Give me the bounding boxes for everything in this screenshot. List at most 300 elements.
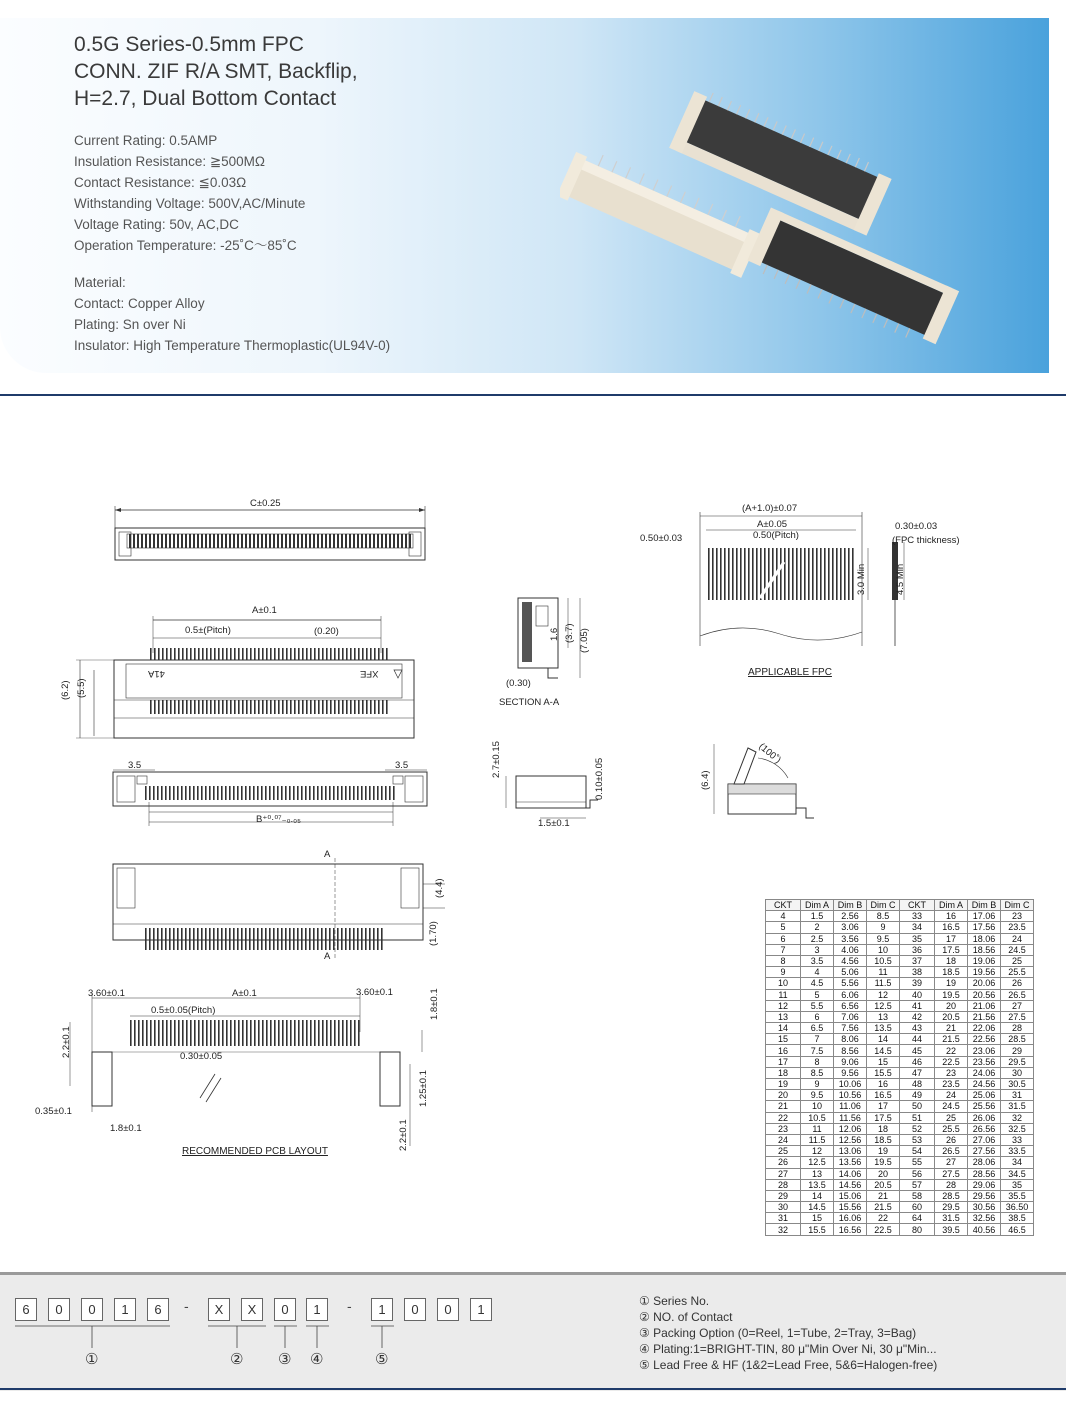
- table-cell: 24.5: [935, 1101, 968, 1112]
- legend-item: ③ Packing Option (0=Reel, 1=Tube, 2=Tray, 3=Bag): [639, 1326, 917, 1340]
- pn-marker-1: ①: [85, 1351, 99, 1368]
- pcb-dim-22: 2.2±0.1: [61, 1026, 72, 1058]
- table-cell: 4.06: [834, 944, 867, 955]
- table-cell: 16.5: [935, 922, 968, 933]
- table-cell: 11.5: [801, 1134, 834, 1145]
- table-cell: 19: [867, 1146, 900, 1157]
- table-cell: 7: [801, 1034, 834, 1045]
- table-cell: 17: [935, 933, 968, 944]
- table-row: [766, 944, 1034, 955]
- table-cell: 18.5: [867, 1134, 900, 1145]
- table-cell: 54: [900, 1146, 935, 1157]
- dim-010: 0.10±0.05: [594, 757, 605, 800]
- table-cell: 16.56: [834, 1224, 867, 1235]
- table-cell: 13: [867, 1011, 900, 1022]
- label-41a: 41A: [148, 668, 165, 679]
- pn-digit: X: [241, 1298, 263, 1321]
- table-cell: 56: [900, 1168, 935, 1179]
- pcb-dim-030: 0.30±0.05: [180, 1051, 223, 1062]
- table-row: [766, 978, 1034, 989]
- table-cell: 23.5: [935, 1079, 968, 1090]
- table-cell: 26: [766, 1157, 801, 1168]
- table-cell: 22: [766, 1112, 801, 1123]
- table-cell: 10.56: [834, 1090, 867, 1101]
- dim-27: 2.7±0.15: [491, 741, 502, 778]
- table-cell: 21: [867, 1190, 900, 1201]
- table-cell: 21.5: [935, 1034, 968, 1045]
- table-cell: 6.06: [834, 989, 867, 1000]
- table-cell: 19.06: [968, 955, 1001, 966]
- table-cell: 18.56: [968, 944, 1001, 955]
- table-cell: 45: [900, 1045, 935, 1056]
- pn-digit: 0: [437, 1298, 459, 1321]
- table-cell: 51: [900, 1112, 935, 1123]
- dim-c: C±0.25: [250, 498, 281, 509]
- table-row: [766, 1101, 1034, 1112]
- pn-digit: 1: [114, 1298, 136, 1321]
- table-cell: 31: [766, 1213, 801, 1224]
- table-cell: 24.56: [968, 1079, 1001, 1090]
- dim-55: (5.5): [76, 678, 87, 698]
- table-cell: 33.5: [1001, 1146, 1034, 1157]
- table-cell: 14.06: [834, 1168, 867, 1179]
- table-cell: 3.56: [834, 933, 867, 944]
- fpc-dim-pitch: 0.50(Pitch): [753, 530, 799, 541]
- table-cell: 13: [801, 1168, 834, 1179]
- table-cell: 15: [801, 1213, 834, 1224]
- fpc-dim-30: 3.0 Min: [856, 563, 867, 595]
- table-cell: 12: [766, 1000, 801, 1011]
- table-row: [766, 1090, 1034, 1101]
- table-cell: 28.5: [935, 1190, 968, 1201]
- table-cell: 39: [900, 978, 935, 989]
- pn-digit: 1: [470, 1298, 492, 1321]
- table-cell: 15.06: [834, 1190, 867, 1201]
- table-cell: 17.5: [867, 1112, 900, 1123]
- table-row: [766, 955, 1034, 966]
- table-row: [766, 1034, 1034, 1045]
- spec-list: [74, 130, 305, 256]
- table-cell: 19: [766, 1079, 801, 1090]
- table-cell: 48: [900, 1079, 935, 1090]
- table-row: [766, 1000, 1034, 1011]
- table-cell: 28.56: [968, 1168, 1001, 1179]
- dim-170: (1.70): [428, 921, 439, 946]
- table-cell: 15.5: [867, 1067, 900, 1078]
- table-cell: 1.5: [801, 911, 834, 922]
- side-view-drawing: [105, 848, 450, 966]
- pcb-dim-22b: 2.2±0.1: [398, 1119, 409, 1151]
- dim-angle: (100˚): [756, 741, 783, 766]
- table-cell: 13.56: [834, 1157, 867, 1168]
- table-cell: 34: [1001, 1157, 1034, 1168]
- table-cell: 32.56: [968, 1213, 1001, 1224]
- table-cell: 10.5: [867, 955, 900, 966]
- table-cell: 5.5: [801, 1000, 834, 1011]
- table-cell: 29: [766, 1190, 801, 1201]
- table-cell: 12.5: [801, 1157, 834, 1168]
- legend-item: ① Series No.: [639, 1294, 710, 1308]
- table-cell: 21.06: [968, 1000, 1001, 1011]
- table-cell: 11: [867, 967, 900, 978]
- pcb-layout-title: RECOMMENDED PCB LAYOUT: [182, 1146, 328, 1157]
- table-cell: 24.06: [968, 1067, 1001, 1078]
- fpc-dim-45: 4.5 Min: [895, 563, 906, 595]
- table-cell: 4.56: [834, 955, 867, 966]
- table-cell: 16: [867, 1079, 900, 1090]
- table-cell: 35: [1001, 1179, 1034, 1190]
- table-cell: 27.06: [968, 1134, 1001, 1145]
- table-cell: 6.5: [801, 1023, 834, 1034]
- table-cell: 4: [766, 911, 801, 922]
- spec-contact-resistance: Contact Resistance: ≦0.03Ω: [74, 175, 247, 190]
- table-cell: 5: [801, 989, 834, 1000]
- table-cell: 10.06: [834, 1079, 867, 1090]
- pn-marker-3: ③: [278, 1351, 292, 1368]
- pn-digit: 0: [274, 1298, 296, 1321]
- pn-digit: 0: [48, 1298, 70, 1321]
- table-row: [766, 1157, 1034, 1168]
- table-cell: 55: [900, 1157, 935, 1168]
- pcb-dim-pitch: 0.5±0.05(Pitch): [151, 1005, 216, 1016]
- pn-digit: X: [208, 1298, 230, 1321]
- legend-item: ② NO. of Contact: [639, 1310, 733, 1324]
- table-cell: 9.5: [801, 1090, 834, 1101]
- table-cell: 60: [900, 1202, 935, 1213]
- table-cell: 34.5: [1001, 1168, 1034, 1179]
- table-cell: 8.56: [834, 1045, 867, 1056]
- spec-current: Current Rating: 0.5AMP: [74, 133, 218, 148]
- table-cell: 6.56: [834, 1000, 867, 1011]
- table-cell: 4: [801, 967, 834, 978]
- table-cell: 25.5: [1001, 967, 1034, 978]
- table-cell: 16: [935, 911, 968, 922]
- table-row: [766, 1134, 1034, 1145]
- table-cell: 11: [801, 1123, 834, 1134]
- table-cell: 15: [867, 1056, 900, 1067]
- table-cell: 32: [766, 1224, 801, 1235]
- table-cell: 40.56: [968, 1224, 1001, 1235]
- table-cell: 21.5: [867, 1202, 900, 1213]
- sec-dim-705: (7.05): [579, 628, 590, 653]
- pn-marker-5: ⑤: [375, 1351, 389, 1368]
- table-cell: 37: [900, 955, 935, 966]
- table-cell: 22.56: [968, 1034, 1001, 1045]
- pn-marker-4: ④: [310, 1351, 324, 1368]
- section-marker-bottom: A: [324, 951, 331, 962]
- table-cell: 17: [766, 1056, 801, 1067]
- product-title: 0.5G Series-0.5mm FPC CONN. ZIF R/A SMT, Backflip, H=2.7, Dual Bottom Contact: [74, 33, 358, 110]
- table-cell: 8.5: [801, 1067, 834, 1078]
- pn-dash: -: [347, 1298, 352, 1314]
- dim-35-right: 3.5: [395, 760, 409, 771]
- table-cell: 14.5: [867, 1045, 900, 1056]
- dimension-table: [765, 899, 1034, 1236]
- table-cell: 7: [766, 944, 801, 955]
- table-cell: 38: [900, 967, 935, 978]
- dim-a-top: A±0.1: [252, 605, 277, 616]
- table-row: [766, 1011, 1034, 1022]
- table-cell: 3.5: [801, 955, 834, 966]
- table-cell: 31.5: [1001, 1101, 1034, 1112]
- table-header-row: CKT Dim A Dim B Dim C CKT Dim A Dim B Dim C: [766, 900, 1034, 911]
- pn-digit: 1: [371, 1298, 393, 1321]
- table-cell: 28: [935, 1179, 968, 1190]
- table-cell: 33: [900, 911, 935, 922]
- fpc-dim-a1: (A+1.0)±0.07: [742, 503, 798, 514]
- table-cell: 25: [1001, 955, 1034, 966]
- table-cell: 17.5: [935, 944, 968, 955]
- table-cell: 27: [766, 1168, 801, 1179]
- table-row: [766, 922, 1034, 933]
- table-row: [766, 1202, 1034, 1213]
- table-row: [766, 1023, 1034, 1034]
- table-cell: 35.5: [1001, 1190, 1034, 1201]
- table-cell: 23.56: [968, 1056, 1001, 1067]
- table-cell: 11.56: [834, 1112, 867, 1123]
- table-cell: 15.56: [834, 1202, 867, 1213]
- section-marker-top: A: [324, 849, 331, 860]
- table-cell: 32.5: [1001, 1123, 1034, 1134]
- table-cell: 28: [766, 1179, 801, 1190]
- table-cell: 24: [935, 1090, 968, 1101]
- table-cell: 28.06: [968, 1157, 1001, 1168]
- table-cell: 44: [900, 1034, 935, 1045]
- table-cell: 14.56: [834, 1179, 867, 1190]
- table-cell: 35: [900, 933, 935, 944]
- table-cell: 5.56: [834, 978, 867, 989]
- dim-62: (6.2): [60, 680, 71, 700]
- table-cell: 26: [1001, 978, 1034, 989]
- table-row: [766, 933, 1034, 944]
- table-cell: 30.5: [1001, 1079, 1034, 1090]
- table-cell: 27: [935, 1157, 968, 1168]
- table-cell: 21.56: [968, 1011, 1001, 1022]
- table-cell: 46.5: [1001, 1224, 1034, 1235]
- table-cell: 16: [766, 1045, 801, 1056]
- table-cell: 6: [766, 933, 801, 944]
- dim-pitch: 0.5±(Pitch): [185, 625, 231, 636]
- pcb-dim-a: A±0.1: [232, 988, 257, 999]
- table-cell: 24.5: [1001, 944, 1034, 955]
- table-cell: 3.06: [834, 922, 867, 933]
- table-cell: 27: [1001, 1000, 1034, 1011]
- table-cell: 25.5: [935, 1123, 968, 1134]
- connector-product-photo: [560, 78, 980, 348]
- table-row: [766, 1067, 1034, 1078]
- table-cell: 6: [801, 1011, 834, 1022]
- table-cell: 32: [1001, 1112, 1034, 1123]
- table-cell: 46: [900, 1056, 935, 1067]
- legend-item: ⑤ Lead Free & HF (1&2=Lead Free, 5&6=Halogen-free): [639, 1358, 938, 1372]
- table-cell: 22: [867, 1213, 900, 1224]
- table-cell: 13: [766, 1011, 801, 1022]
- part-number-legend: [639, 1293, 937, 1373]
- spec-voltage: Voltage Rating: 50v, AC,DC: [74, 217, 239, 232]
- table-cell: 20: [867, 1168, 900, 1179]
- dim-35-left: 3.5: [128, 760, 142, 771]
- table-cell: 8.5: [867, 911, 900, 922]
- table-cell: 17.06: [968, 911, 1001, 922]
- table-row: [766, 967, 1034, 978]
- table-cell: 17.56: [968, 922, 1001, 933]
- table-cell: 2.56: [834, 911, 867, 922]
- table-cell: 20.56: [968, 989, 1001, 1000]
- table-cell: 26.56: [968, 1123, 1001, 1134]
- table-cell: 53: [900, 1134, 935, 1145]
- table-cell: 12: [867, 989, 900, 1000]
- table-row: [766, 989, 1034, 1000]
- table-row: [766, 1224, 1034, 1235]
- table-cell: 3: [801, 944, 834, 955]
- table-cell: 12.06: [834, 1123, 867, 1134]
- table-cell: 18.5: [935, 967, 968, 978]
- table-cell: 20.5: [935, 1011, 968, 1022]
- table-cell: 4.5: [801, 978, 834, 989]
- table-cell: 29.5: [935, 1202, 968, 1213]
- table-cell: 29.06: [968, 1179, 1001, 1190]
- table-cell: 11.5: [867, 978, 900, 989]
- table-cell: 27.5: [1001, 1011, 1034, 1022]
- table-row: [766, 1168, 1034, 1179]
- table-cell: 19.5: [867, 1157, 900, 1168]
- table-cell: 57: [900, 1179, 935, 1190]
- table-cell: 58: [900, 1190, 935, 1201]
- table-cell: 24: [1001, 933, 1034, 944]
- table-cell: 23: [766, 1123, 801, 1134]
- table-cell: 10: [801, 1101, 834, 1112]
- dim-44: (4.4): [434, 878, 445, 898]
- table-cell: 16.5: [867, 1090, 900, 1101]
- table-row: [766, 1190, 1034, 1201]
- table-cell: 20.06: [968, 978, 1001, 989]
- table-cell: 18.06: [968, 933, 1001, 944]
- fpc-thickness-label: (FPC thickness): [892, 535, 960, 546]
- table-cell: 49: [900, 1090, 935, 1101]
- table-cell: 29.5: [1001, 1056, 1034, 1067]
- dim-15: 1.5±0.1: [538, 818, 570, 829]
- section-divider: [0, 394, 1066, 396]
- section-aa-title: SECTION A-A: [499, 697, 560, 708]
- table-cell: 14: [867, 1034, 900, 1045]
- table-cell: 22.5: [935, 1056, 968, 1067]
- spec-insulation: Insulation Resistance: ≧500MΩ: [74, 154, 265, 169]
- table-cell: 36: [900, 944, 935, 955]
- table-cell: 21: [766, 1101, 801, 1112]
- pcb-dim-125: 1.25±0.1: [418, 1070, 429, 1107]
- label-xfe: XFE: [360, 668, 379, 679]
- table-cell: 47: [900, 1067, 935, 1078]
- table-cell: 5.06: [834, 967, 867, 978]
- pn-marker-2: ②: [230, 1351, 244, 1368]
- table-cell: 7.56: [834, 1023, 867, 1034]
- table-cell: 11.06: [834, 1101, 867, 1112]
- table-cell: 22: [935, 1045, 968, 1056]
- fpc-dim-left: 0.50±0.03: [640, 533, 683, 544]
- table-cell: 8: [801, 1056, 834, 1067]
- table-cell: 26.5: [1001, 989, 1034, 1000]
- table-cell: 26: [935, 1134, 968, 1145]
- table-cell: 26.06: [968, 1112, 1001, 1123]
- pcb-dim-035: 0.35±0.1: [35, 1106, 72, 1117]
- table-row: [766, 1112, 1034, 1123]
- legend-item: ④ Plating:1=BRIGHT-TIN, 80 μ"Min Over Ni, 30 μ"Min...: [639, 1342, 937, 1356]
- table-cell: 12.5: [867, 1000, 900, 1011]
- table-cell: 40: [900, 989, 935, 1000]
- table-row: [766, 1179, 1034, 1190]
- table-cell: 23: [935, 1067, 968, 1078]
- table-cell: 10.5: [801, 1112, 834, 1123]
- table-cell: 7.5: [801, 1045, 834, 1056]
- table-cell: 18: [935, 955, 968, 966]
- table-cell: 12.56: [834, 1134, 867, 1145]
- table-cell: 8: [766, 955, 801, 966]
- table-cell: 41: [900, 1000, 935, 1011]
- table-cell: 43: [900, 1023, 935, 1034]
- table-cell: 24: [766, 1134, 801, 1145]
- table-cell: 36.50: [1001, 1202, 1034, 1213]
- table-cell: 26.5: [935, 1146, 968, 1157]
- dim-020: (0.20): [314, 626, 339, 637]
- table-cell: 23.5: [1001, 922, 1034, 933]
- pn-digit: 0: [81, 1298, 103, 1321]
- table-cell: 22.5: [867, 1224, 900, 1235]
- table-cell: 13.06: [834, 1146, 867, 1157]
- table-cell: 20.5: [867, 1179, 900, 1190]
- sec-dim-030: (0.30): [506, 678, 531, 689]
- pcb-dim-18h: 1.8±0.1: [110, 1123, 142, 1134]
- table-cell: 31.5: [935, 1213, 968, 1224]
- table-cell: 9.06: [834, 1056, 867, 1067]
- table-cell: 15: [766, 1034, 801, 1045]
- table-cell: 19: [935, 978, 968, 989]
- table-cell: 11: [766, 989, 801, 1000]
- table-cell: 23: [1001, 911, 1034, 922]
- footer-divider: [0, 1388, 1066, 1390]
- sec-dim-16: 1.6: [549, 627, 560, 641]
- table-row: [766, 1056, 1034, 1067]
- pcb-layout-drawing: [30, 990, 450, 1150]
- fpc-dim-a: A±0.05: [757, 519, 788, 530]
- table-cell: 38.5: [1001, 1213, 1034, 1224]
- table-cell: 17: [867, 1101, 900, 1112]
- table-cell: 80: [900, 1224, 935, 1235]
- table-cell: 5: [766, 922, 801, 933]
- table-row: [766, 1146, 1034, 1157]
- table-cell: 23.06: [968, 1045, 1001, 1056]
- pn-digit: 6: [15, 1298, 37, 1321]
- table-cell: 10: [766, 978, 801, 989]
- table-cell: 28.5: [1001, 1034, 1034, 1045]
- table-cell: 25.06: [968, 1090, 1001, 1101]
- pcb-dim-360-right: 3.60±0.1: [356, 987, 393, 998]
- pn-dash: -: [184, 1298, 189, 1314]
- table-cell: 18: [766, 1067, 801, 1078]
- table-cell: 27.5: [935, 1168, 968, 1179]
- sec-dim-37: (3.7): [564, 623, 575, 643]
- table-cell: 30: [766, 1202, 801, 1213]
- table-cell: 12: [801, 1146, 834, 1157]
- table-cell: 27.56: [968, 1146, 1001, 1157]
- table-cell: 28: [1001, 1023, 1034, 1034]
- table-cell: 7.06: [834, 1011, 867, 1022]
- material-list: Material: Contact: Copper Alloy Plating: Sn over Ni Insulator: High Temperature Thermoplastic(UL94V-0): [74, 275, 391, 353]
- table-cell: 34: [900, 922, 935, 933]
- table-cell: 31: [1001, 1090, 1034, 1101]
- pn-digit: 6: [147, 1298, 169, 1321]
- table-cell: 22.06: [968, 1023, 1001, 1034]
- table-cell: 9: [766, 967, 801, 978]
